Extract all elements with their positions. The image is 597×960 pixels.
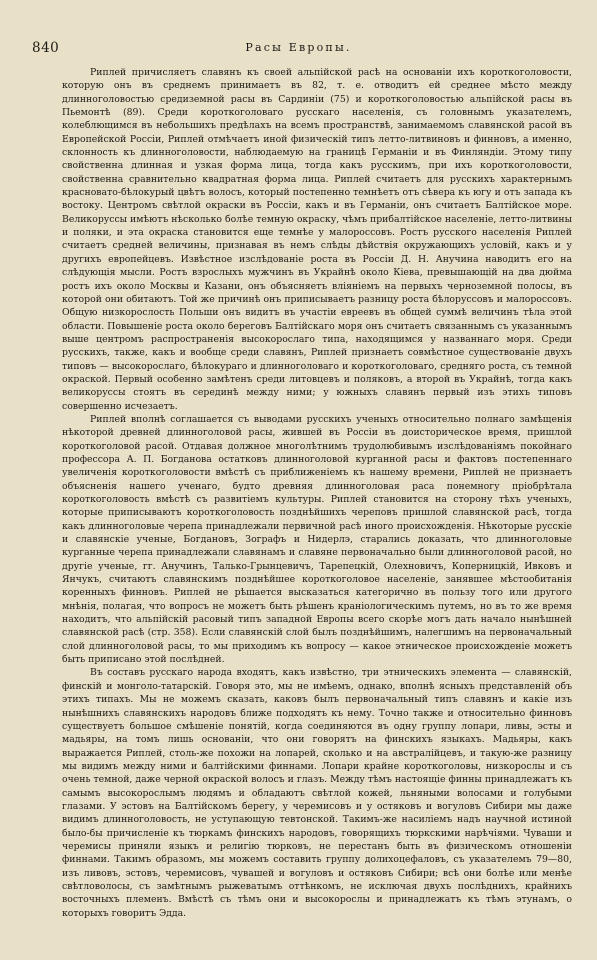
page-header [32, 40, 565, 56]
paragraph: Риплей вполнѣ соглашается съ выводами русскихъ ученыхъ относительно полнаго замѣщенія нѣкоторой древней длинноголовой расы, жившей въ Россіи въ доисторическое время, пришлой короткоголовой расой. Отдавая должное многолѣтнимъ трудолюбивымъ изслѣдованіямъ покойнаго профессора А. П. Богданова остатковъ длинноголовой курганной расы и фактовъ постепеннаго увеличенія короткоголовости вмѣстѣ съ приближеніемъ къ нашему времени, Риплей не признаетъ объясненія нашего ученаго, будто древняя длинноголовая раса понемногу пріобрѣтала короткоголовость вмѣстѣ съ развитіемъ культуры. Риплей становится на сторону тѣхъ ученыхъ, которые приписываютъ короткоголовость позднѣйшихъ череповъ пришлой славянской расѣ, тогда какъ длинноголовые черепа принадлежали первичной расѣ иного происхожденія. Нѣкоторые русскіе и славянскіе ученые, Богдановъ, Зографъ и Нидерлэ, старались доказать, что длинноголовые курганные черепа принадлежали славянамъ и славяне первоначально были длинноголовой расой, но другіе ученые, гг. Анучинъ, Талько-Грынцевичъ, Тарепецкій, Олехновичъ, Коперницкій, Ивковъ и Янчукъ, считаютъ славянскимъ позднѣйшее короткоголовое населеніе, занявшее мѣстообитанія коренныхъ финновъ. Риплей не рѣшается высказаться категорично въ пользу того или другого мнѣнія, полагая, что вопросъ не можетъ быть рѣшенъ краніологическимъ путемъ, но въ то же время находитъ, что альпійскій расовый типъ западной Европы всего скорѣе могъ дать начало нынѣшней славянской расѣ (стр. 358). Если славянскій слой былъ позднѣйшимъ, налегшимъ на первоначальный слой длинноголовой расы, то мы приходимъ къ вопросу — какое этническое происхожденіе можетъ быть приписано этой послѣдней. [62, 413, 572, 666]
running-title: Расы Европы. [245, 41, 352, 54]
paragraph: Риплей причисляетъ славянъ къ своей альпійской расѣ на основаніи ихъ короткоголовости, которую онъ въ среднемъ принимаетъ въ 82, т. е. отводитъ ей среднее мѣсто между длинноголовостью средиземной расы въ Сардиніи (75) и короткоголовостью альпійской расы въ Пьемонтѣ (89). Среди короткоголоваго русскаго населенія, съ головнымъ указателемъ, колеблющимся въ небольшихъ предѣлахъ на всемъ пространствѣ, занимаемомъ славянской расой въ Европейской Россіи, Риплей отмѣчаетъ иной физическій типъ летто-литвиновъ и финновъ, а именно, склонность къ длинноголовости, наблюдаемую на границѣ Германіи и въ Финляндіи. Этому типу свойственна длинная и узкая форма лица, тогда какъ русскимъ, при ихъ короткоголовости, свойственна сравнительно квадратная форма лица. Риплей считаетъ для русскихъ характернымъ красновато-бѣлокурый цвѣтъ волосъ, который постепенно темнѣетъ отъ сѣвера къ югу и отъ запада къ востоку. Центромъ свѣтлой окраски въ Россіи, какъ и въ Германіи, онъ считаетъ Балтійское море. Великоруссы имѣютъ нѣсколько болѣе темную окраску, чѣмъ прибалтійское населеніе, летто-литвины и поляки, и эта окраска становится еще темнѣе у малороссовъ. Ростъ русского населенія Риплей считаетъ средней величины, признавая въ немъ слѣды дѣйствія окружающихъ условій, какъ и у другихъ европейцевъ. Извѣстное изслѣдованіе роста въ Россіи Д. Н. Анучина наводитъ его на слѣдующія мысли. Ростъ взрослыхъ мужчинъ въ Украйнѣ около Кіева, превышающій на два дюйма ростъ ихъ около Москвы и Казани, онъ объясняетъ вліяніемъ на первыхъ черноземной полосы, въ которой они обитаютъ. Той же причинѣ онъ приписываетъ разницу роста бѣлоруссовъ и малороссовъ. Общую низкорослость Польши онъ видитъ въ участіи евреевъ въ общей суммѣ величинъ тѣла этой области. Повышеніе роста около береговъ Балтійскаго моря онъ считаетъ связаннымъ съ указаннымъ выше центромъ распространенія высокорослаго типа, находящимся у названнаго моря. Среди русскихъ, также, какъ и вообще среди славянъ, Риплей признаетъ совмѣстное существованіе двухъ типовъ — высокорослаго, бѣлокураго и длинноголоваго и короткоголоваго, средняго роста, съ темной окраской. Первый особенно замѣтенъ среди литовцевъ и поляковъ, а второй въ Украйнѣ, тогда какъ великоруссы стоятъ въ серединѣ между ними; у южныхъ славянъ первый изъ этихъ типовъ совершенно исчезаетъ. [62, 67, 572, 412]
page-number: 840 [32, 40, 60, 56]
body-text [62, 66, 572, 920]
paragraph: Въ составъ русскаго народа входятъ, какъ извѣстно, три этническихъ элемента — славянскій, финскій и монголо-татарскій. Говоря это, мы не имѣемъ, однако, вполнѣ ясныхъ представленій объ этихъ типахъ. Мы не можемъ сказать, каковъ былъ первоначальный типъ славянъ и какіе изъ нынѣшнихъ славянскихъ народовъ ближе подходятъ къ нему. Точно также и относительно финновъ существуетъ большое смѣшеніе понятій, когда соединяются въ одну группу лопари, ливы, эсты и мадьяры, на томъ лишь основаніи, что они говорятъ на финскихъ языкахъ. Мадьяры, какъ выражается Риплей, столь-же похожи на лопарей, сколько и на австралійцевъ, и такую-же разницу мы видимъ между ними и балтійскими финнами. Лопари крайне короткоголовы, низкорослы и съ очень темной, даже черной окраской волосъ и глазъ. Между тѣмъ настоящіе финны принадлежатъ къ самымъ высокорослымъ людямъ и обладаютъ свѣтлой кожей, льняными волосами и голубыми глазами. У эстовъ на Балтійскомъ берегу, у черемисовъ и у остяковъ и вогуловъ Сибири мы даже видимъ длинноголовость, не уступающую тевтонской. Такимъ-же насиліемъ надъ научной истиной было-бы причисленіе къ тюркамъ финскихъ народовъ, говорящихъ тюркскими нарѣчіями. Чуваши и черемисы приняли языкъ и религію тюрковъ, не перестанъ быть въ физическомъ отношеніи финнами. Такимъ образомъ, мы можемъ составить группу долихоцефаловъ, съ указателемъ 79—80, изъ ливовъ, эстовъ, черемисовъ, чувашей и вогуловъ и остяковъ Сибири; всѣ они болѣе или менѣе свѣтловолосы, съ замѣтнымъ рыжеватымъ оттѣнкомъ, не исключая двухъ послѣднихъ, крайнихъ восточныхъ племенъ. Вмѣстѣ съ тѣмъ они и высокорослы и принадлежатъ къ тѣмъ этунамъ, о которыхъ говоритъ Эдда. [62, 667, 572, 919]
